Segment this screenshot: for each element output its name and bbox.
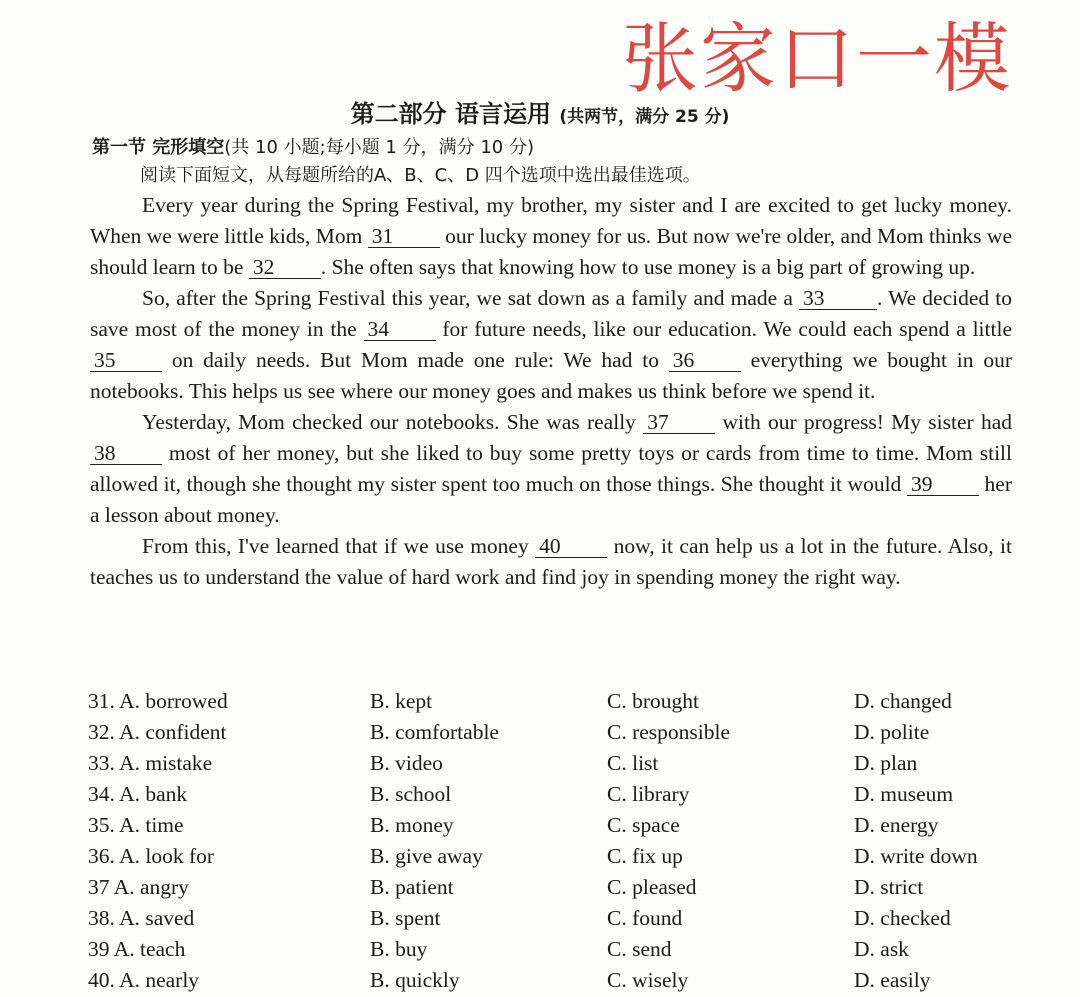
option-a: 39 A. teach (88, 937, 186, 961)
option-a: 34. A. bank (88, 782, 188, 806)
option-b: B. video (370, 751, 443, 775)
option-a: 38. A. saved (88, 906, 195, 930)
option-row-40 (88, 965, 1028, 996)
option-d: D. ask (854, 937, 909, 961)
passage-text: From this, I've learned that if we use money (142, 534, 536, 558)
option-row-39 (88, 934, 1028, 965)
option-b: B. comfortable (370, 720, 499, 744)
option-b: B. spent (370, 906, 441, 930)
part-title (0, 98, 1080, 133)
option-c: C. wisely (607, 968, 689, 992)
option-c: C. brought (607, 689, 699, 713)
passage-text: for future needs, like our education. We could each spend a little (435, 317, 1012, 341)
blank-38: 38 (90, 442, 162, 465)
section-title-note: (共 10 小题;每小题 1 分，满分 10 分) (224, 137, 534, 158)
blank-40: 40 (535, 535, 607, 558)
option-c: C. send (607, 937, 672, 961)
passage-paragraph-2 (90, 283, 1012, 407)
option-row-34 (88, 779, 1028, 810)
blank-37: 37 (643, 411, 715, 434)
region-watermark-title: 张家口一模 (622, 14, 1012, 103)
option-b: B. kept (370, 689, 433, 713)
passage-text: most of her money, but she liked to buy some pretty toys or cards from time to time. Mom still allowed it, though she thought my sister spent too much on those things. She thought it would (90, 441, 1012, 496)
answer-options (88, 686, 1028, 996)
option-row-38 (88, 903, 1028, 934)
option-a: 32. A. confident (88, 720, 227, 744)
option-d: D. easily (854, 968, 931, 992)
blank-31: 31 (368, 225, 440, 248)
section-title (92, 135, 534, 161)
option-c: C. found (607, 906, 683, 930)
option-c: C. pleased (607, 875, 697, 899)
passage-text: her a lesson about money. (90, 472, 1013, 527)
option-d: D. energy (854, 813, 939, 837)
option-row-33 (88, 748, 1028, 779)
option-d: D. museum (854, 782, 954, 806)
instruction-text: 阅读下面短文，从每题所给的A、B、C、D 四个选项中选出最佳选项。 (140, 165, 701, 186)
option-a: 36. A. look for (88, 844, 215, 868)
option-a: 33. A. mistake (88, 751, 213, 775)
passage-text: on daily needs. But Mom made one rule: We had to (162, 348, 669, 372)
option-b: B. quickly (370, 968, 460, 992)
blank-32: 32 (249, 256, 321, 279)
part-title-text: 第二部分 语言运用 (350, 100, 551, 128)
blank-39: 39 (907, 473, 979, 496)
option-c: C. library (607, 782, 690, 806)
blank-36: 36 (669, 349, 741, 372)
option-b: B. school (370, 782, 452, 806)
option-b: B. money (370, 813, 454, 837)
option-d: D. plan (854, 751, 918, 775)
cloze-passage (90, 190, 1012, 593)
option-row-37 (88, 872, 1028, 903)
option-d: D. checked (854, 906, 951, 930)
option-b: B. buy (370, 937, 428, 961)
passage-text: with our progress! My sister had (715, 410, 1012, 434)
passage-paragraph-4 (90, 531, 1012, 593)
passage-text: now, it can help us a lot in the future. Also, it teaches us to understand the value of hard work and find joy in spending money the right way. (90, 534, 1012, 589)
passage-text: So, after the Spring Festival this year, we sat down as a family and made a (142, 286, 799, 310)
passage-paragraph-1 (90, 190, 1012, 283)
option-c: C. fix up (607, 844, 683, 868)
option-row-36 (88, 841, 1028, 872)
option-d: D. changed (854, 689, 952, 713)
passage-text: our lucky money for us. But now we're older, and Mom thinks we should learn to be (90, 224, 1012, 279)
option-a: 35. A. time (88, 813, 184, 837)
option-d: D. polite (854, 720, 930, 744)
option-row-32 (88, 717, 1028, 748)
option-b: B. give away (370, 844, 483, 868)
passage-text: Yesterday, Mom checked our notebooks. She was really (142, 410, 644, 434)
section-title-text: 第一节 完形填空 (92, 137, 225, 158)
option-a: 37 A. angry (88, 875, 189, 899)
blank-35: 35 (90, 349, 162, 372)
option-d: D. strict (854, 875, 924, 899)
option-a: 31. A. borrowed (88, 689, 228, 713)
blank-33: 33 (799, 287, 877, 310)
option-c: C. responsible (607, 720, 731, 744)
passage-text: Every year during the Spring Festival, my brother, my sister and I are excited to get lucky money. When we were little kids, Mom (90, 193, 1012, 248)
passage-paragraph-3 (90, 407, 1012, 531)
option-c: C. space (607, 813, 680, 837)
option-row-31 (88, 686, 1028, 717)
part-title-note: (共两节，满分 25 分) (559, 107, 730, 127)
option-row-35 (88, 810, 1028, 841)
passage-text: everything we bought in our notebooks. This helps us see where our money goes and makes us think before we spend it. (90, 348, 1012, 403)
option-a: 40. A. nearly (88, 968, 200, 992)
option-c: C. list (607, 751, 659, 775)
blank-34: 34 (364, 318, 436, 341)
passage-text: . She often says that knowing how to use money is a big part of growing up. (320, 255, 976, 279)
option-b: B. patient (370, 875, 454, 899)
passage-text: . We decided to save most of the money in the (90, 286, 1012, 341)
option-d: D. write down (854, 844, 978, 868)
